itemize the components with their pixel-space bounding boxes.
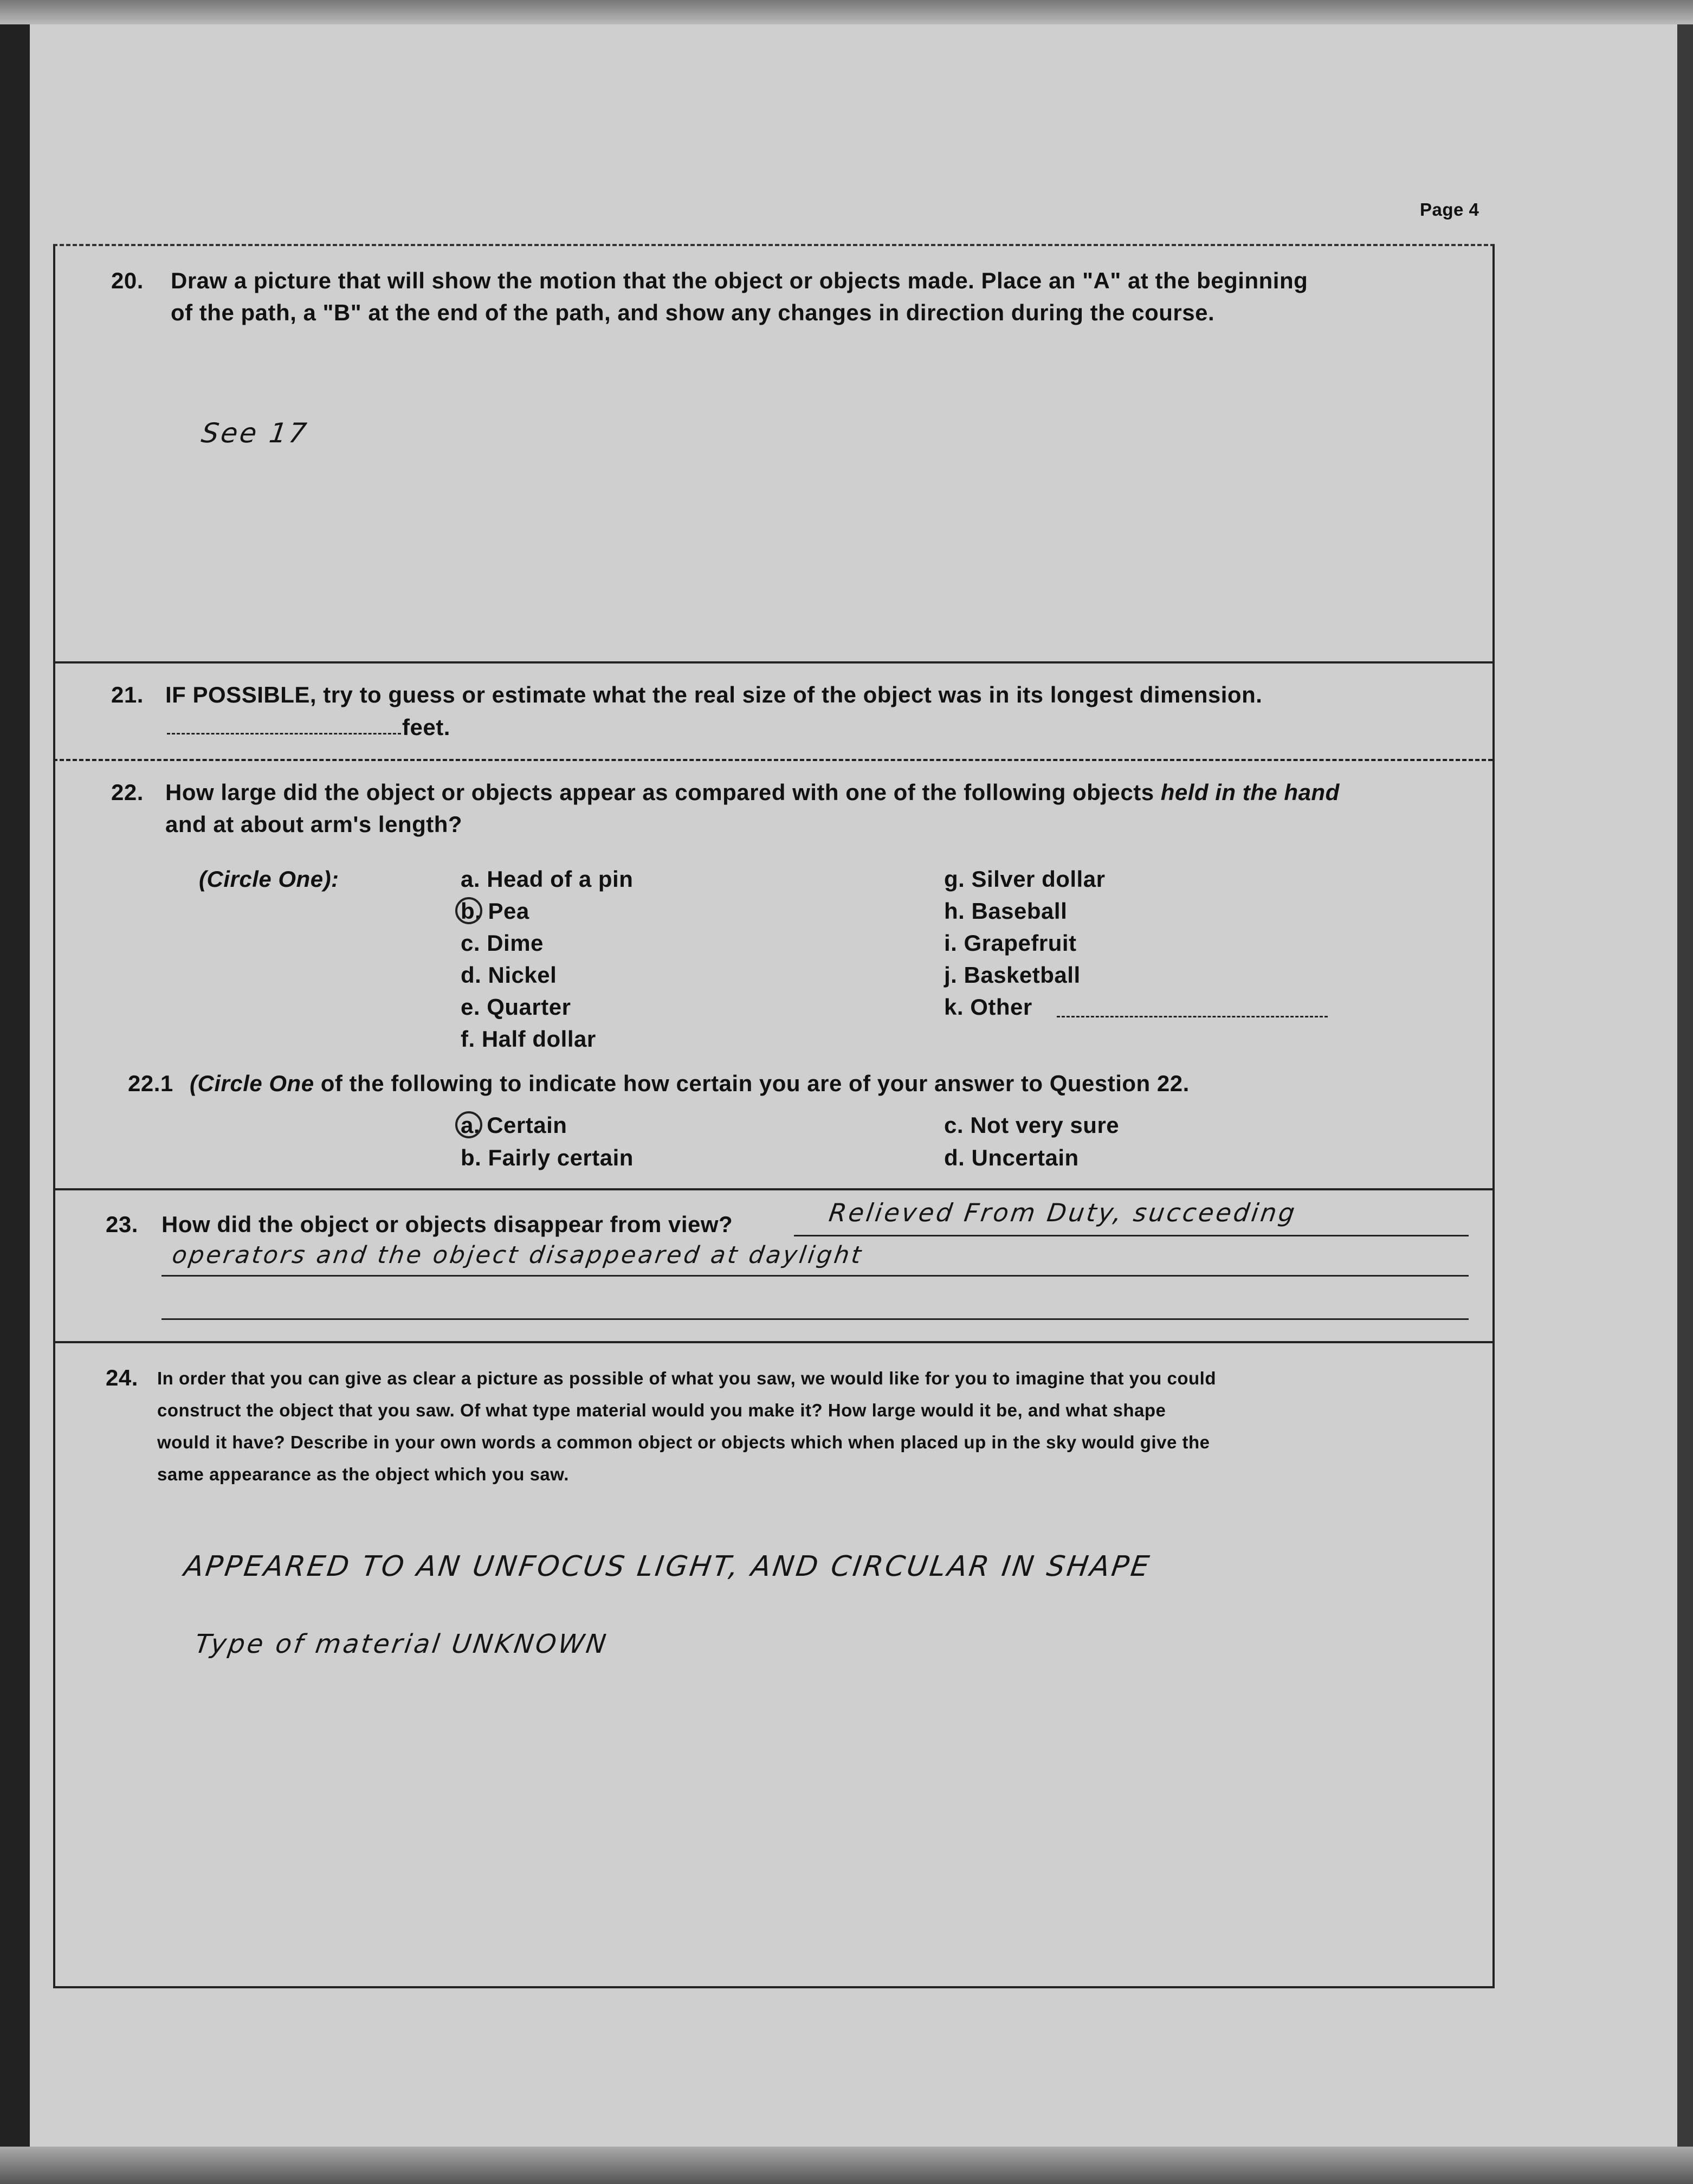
size-answer-field[interactable]: [167, 733, 401, 735]
divider: [53, 1188, 1492, 1190]
question-number: 22.: [111, 779, 144, 805]
question-number: 24.: [106, 1365, 138, 1390]
unit-label: feet.: [402, 714, 450, 740]
scan-edge-top: [0, 0, 1693, 24]
question-text: How did the object or objects disappear from view?: [161, 1212, 733, 1237]
instruction: (Circle One):: [199, 866, 339, 892]
question-text: One: [269, 1071, 314, 1096]
question-number: 20.: [111, 268, 144, 293]
handwritten-answer[interactable]: APPEARED TO AN UNFOCUS LIGHT, AND CIRCULAR IN SHAPE: [182, 1550, 1153, 1583]
divider: [53, 1341, 1492, 1343]
option-a[interactable]: a. Head of a pin: [461, 866, 634, 892]
handwritten-answer[interactable]: Relieved From Duty, succeeding: [827, 1198, 1299, 1227]
selection-circle: [455, 1111, 482, 1138]
answer-line: [161, 1318, 1469, 1320]
option-b[interactable]: b. Pea: [461, 898, 529, 924]
handwritten-answer[interactable]: See 17: [199, 417, 311, 449]
page-number: Page 4: [1420, 199, 1479, 220]
question-text: same appearance as the object which you saw.: [157, 1464, 569, 1484]
question-number: 21.: [111, 682, 144, 707]
handwritten-answer[interactable]: operators and the object disappeared at daylight: [170, 1241, 865, 1269]
question-text: (Circle: [190, 1071, 269, 1096]
option-g[interactable]: g. Silver dollar: [944, 866, 1106, 892]
question-text: of the following to indicate how certain you are of your answer to Question 22.: [314, 1071, 1190, 1096]
option-d[interactable]: d. Uncertain: [944, 1145, 1079, 1170]
option-b[interactable]: b. Fairly certain: [461, 1145, 634, 1170]
question-number: 23.: [106, 1212, 138, 1237]
handwritten-answer[interactable]: Type of material UNKNOWN: [193, 1629, 610, 1659]
question-text: and at about arm's length?: [165, 811, 463, 837]
question-text: In order that you can give as clear a picture as possible of what you saw, we would like for you to imagine that you could: [157, 1368, 1217, 1388]
selection-circle: [455, 897, 482, 924]
option-i[interactable]: i. Grapefruit: [944, 930, 1077, 956]
question-text: Draw a picture that will show the motion that the object or objects made. Place an "A" at the beginning: [171, 268, 1308, 293]
option-j[interactable]: j. Basketball: [944, 962, 1081, 988]
answer-line: [161, 1275, 1469, 1277]
option-a[interactable]: a. Certain: [461, 1112, 567, 1138]
answer-line: [794, 1235, 1469, 1236]
question-number: 22.1: [128, 1071, 173, 1096]
form-box: [53, 244, 1495, 1988]
other-field[interactable]: [1057, 1016, 1328, 1017]
option-d[interactable]: d. Nickel: [461, 962, 557, 988]
option-h[interactable]: h. Baseball: [944, 898, 1068, 924]
option-c[interactable]: c. Dime: [461, 930, 544, 956]
question-text: of the path, a "B" at the end of the path, and show any changes in direction during the course.: [171, 300, 1215, 325]
scan-edge-bottom: [0, 2147, 1693, 2184]
question-text: construct the object that you saw. Of what type material would you make it? How large would it be, and what shape: [157, 1400, 1166, 1420]
question-text: IF POSSIBLE, try to guess or estimate what the real size of the object was in its longest dimension.: [165, 682, 1263, 707]
divider: [53, 759, 1492, 761]
question-text: would it have? Describe in your own words a common object or objects which when placed up in the sky would give the: [157, 1432, 1210, 1452]
option-f[interactable]: f. Half dollar: [461, 1026, 596, 1052]
scan-edge: [0, 0, 30, 2184]
option-k[interactable]: k. Other: [944, 994, 1032, 1020]
option-e[interactable]: e. Quarter: [461, 994, 571, 1020]
divider: [53, 661, 1492, 663]
question-text: How large did the object or objects appear as compared with one of the following objects: [165, 779, 1161, 805]
option-c[interactable]: c. Not very sure: [944, 1112, 1120, 1138]
question-text-emphasis: held in the hand: [1160, 779, 1340, 805]
